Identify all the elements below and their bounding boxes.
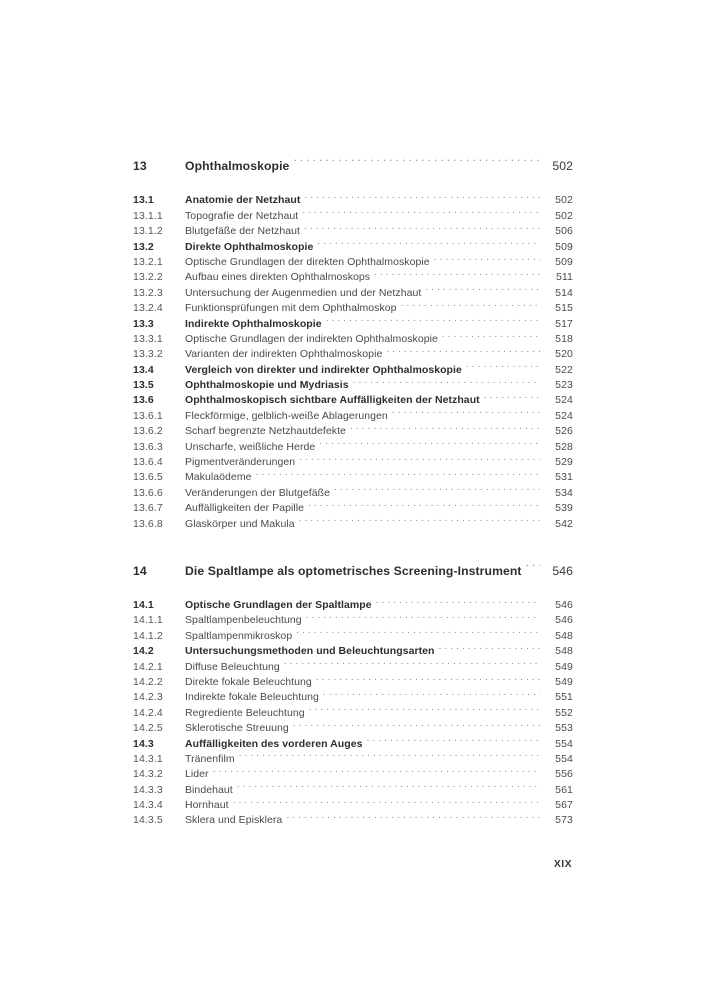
entry-14.2.2-number: 14.2.2	[133, 675, 163, 688]
entry-14.3-title: Auffälligkeiten des vorderen Auges	[185, 737, 363, 750]
entry-14.3.5-title: Sklera und Episklera	[185, 814, 283, 827]
entry-14.2-title: Untersuchungsmethoden und Beleuchtungsarten	[185, 645, 435, 658]
dot-leader	[442, 327, 540, 342]
entry-13.3.1-number: 13.3.1	[133, 332, 163, 345]
entry-13.6.7-title: Auffälligkeiten der Papille	[185, 502, 305, 515]
entry-14.3.1-page-number: 554	[555, 752, 573, 765]
entry-13.6.5-number: 13.6.5	[133, 471, 163, 484]
entry-13.2.4-number: 13.2.4	[133, 302, 163, 315]
entry-13.4-title: Vergleich von direkter und indirekter Ophthalmoskopie	[185, 363, 462, 376]
entry-13.2-title: Direkte Ophthalmoskopie	[185, 240, 314, 253]
dot-leader	[239, 747, 540, 762]
entry-14.1-page-number: 546	[555, 598, 573, 611]
page-folio: XIX	[553, 858, 572, 870]
dot-leader	[374, 265, 540, 280]
entry-13.3.2-title: Varianten der indirekten Ophthalmoskopie	[185, 348, 383, 361]
entry-14.3.3-title: Bindehaut	[185, 783, 233, 796]
dot-leader	[401, 296, 540, 311]
entry-13.6-number: 13.6	[133, 394, 154, 407]
chapter-14-number: 14	[133, 563, 147, 578]
dot-leader	[334, 480, 540, 495]
dot-leader	[304, 188, 540, 203]
dot-leader	[233, 793, 540, 808]
entry-13.2.3-title: Untersuchung der Augenmedien und der Netzhaut	[185, 286, 422, 299]
chapter-13-row[interactable]	[133, 150, 573, 173]
entry-13.1.1-title: Topografie der Netzhaut	[185, 209, 299, 222]
entry-13.1.1-number: 13.1.1	[133, 209, 163, 222]
entry-13.2-number: 13.2	[133, 240, 154, 253]
entry-14.2-page-number: 548	[555, 645, 573, 658]
entry-14.3.1-title: Tränenfilm	[185, 752, 235, 765]
entry-14.1.2-number: 14.1.2	[133, 629, 163, 642]
entry-13.6.4-number: 13.6.4	[133, 456, 163, 469]
entry-13.6.3-number: 13.6.3	[133, 440, 163, 453]
dot-leader	[319, 434, 540, 449]
chapter-14-title: Die Spaltlampe als optometrisches Screening-Instrument	[185, 563, 522, 578]
entry-14.2-number: 14.2	[133, 645, 154, 658]
dot-leader	[306, 608, 540, 623]
entry-13.6.3-title: Unscharfe, weißliche Herde	[185, 440, 316, 453]
entry-14.2.5-title: Sklerotische Streuung	[185, 722, 289, 735]
entry-13.2.3-page-number: 514	[555, 286, 573, 299]
entry-13.6.6-page-number: 534	[555, 486, 573, 499]
chapter-14-page-number: 546	[552, 563, 573, 578]
entry-14.2.4-number: 14.2.4	[133, 706, 163, 719]
entry-14.2.5-number: 14.2.5	[133, 722, 163, 735]
entry-13.1-row[interactable]	[133, 188, 573, 207]
entry-13.3-title: Indirekte Ophthalmoskopie	[185, 317, 322, 330]
entry-14.1.2-title: Spaltlampenmikroskop	[185, 629, 293, 642]
entry-13.6.5-title: Makulaödeme	[185, 471, 252, 484]
entry-13.6-title: Ophthalmoskopisch sichtbare Auffälligkeiten der Netzhaut	[185, 394, 480, 407]
entry-13.3.1-title: Optische Grundlagen der indirekten Ophthalmoskopie	[185, 332, 438, 345]
entry-13.5-page-number: 523	[555, 379, 573, 392]
entry-13.4-page-number: 522	[555, 363, 573, 376]
dot-leader	[293, 150, 540, 170]
entry-13.6.4-page-number: 529	[555, 456, 573, 469]
dot-leader	[350, 419, 540, 434]
entry-14.3.2-page-number: 556	[555, 768, 573, 781]
entry-14.3-page-number: 554	[555, 737, 573, 750]
entry-14.2.1-number: 14.2.1	[133, 660, 163, 673]
entry-14.2.3-number: 14.2.3	[133, 691, 163, 704]
entry-14.2.2-page-number: 549	[555, 675, 573, 688]
entry-13.2.1-page-number: 509	[555, 255, 573, 268]
entry-13.5-title: Ophthalmoskopie und Mydriasis	[185, 379, 349, 392]
entry-13.6.8-title: Glaskörper und Makula	[185, 517, 295, 530]
dot-leader	[284, 654, 540, 669]
entry-13.6.2-page-number: 526	[555, 425, 573, 438]
entry-13.3.2-number: 13.3.2	[133, 348, 163, 361]
entry-13.1.2-title: Blutgefäße der Netzhaut	[185, 225, 300, 238]
entry-13.2.4-title: Funktionsprüfungen mit dem Ophthalmoskop	[185, 302, 397, 315]
dot-leader	[386, 342, 540, 357]
chapter-13-page-number: 502	[552, 159, 573, 173]
entry-13.6.5-page-number: 531	[555, 471, 573, 484]
dot-leader	[304, 219, 540, 234]
entry-13.2.3-number: 13.2.3	[133, 286, 163, 299]
dot-leader	[353, 373, 540, 388]
entry-13.6.4-title: Pigmentveränderungen	[185, 456, 296, 469]
entry-13.1.2-number: 13.1.2	[133, 225, 163, 238]
entry-13.5-number: 13.5	[133, 379, 154, 392]
entry-13.1-title: Anatomie der Netzhaut	[185, 194, 301, 207]
dot-leader	[299, 511, 540, 526]
chapter-13-number: 13	[133, 159, 147, 173]
dot-leader	[299, 450, 540, 465]
entry-13.6.7-number: 13.6.7	[133, 502, 163, 515]
entry-14.1-title: Optische Grundlagen der Spaltlampe	[185, 598, 372, 611]
entry-13.4-number: 13.4	[133, 363, 154, 376]
dot-leader	[256, 465, 540, 480]
entry-14.2.4-page-number: 552	[555, 706, 573, 719]
entry-13.2.1-title: Optische Grundlagen der direkten Ophthalmoskopie	[185, 255, 430, 268]
chapter-13-title: Ophthalmoskopie	[185, 159, 290, 173]
entry-14.3.4-number: 14.3.4	[133, 799, 163, 812]
entry-14.2.2-title: Direkte fokale Beleuchtung	[185, 675, 312, 688]
entry-13.6.8-page-number: 542	[555, 517, 573, 530]
entry-13.6.2-number: 13.6.2	[133, 425, 163, 438]
entry-13.2.4-page-number: 515	[555, 302, 573, 315]
dot-leader	[293, 716, 540, 731]
dot-leader	[439, 639, 541, 654]
dot-leader	[316, 670, 540, 685]
entry-13.6.3-page-number: 528	[555, 440, 573, 453]
table-of-contents	[133, 150, 573, 827]
dot-leader	[367, 731, 540, 746]
entry-14.2.3-page-number: 551	[555, 691, 573, 704]
dot-leader	[466, 357, 540, 372]
entry-14.2.3-title: Indirekte fokale Beleuchtung	[185, 691, 319, 704]
dot-leader	[326, 311, 540, 326]
dot-leader	[309, 700, 540, 715]
dot-leader	[323, 685, 540, 700]
entry-14.1.1-title: Spaltlampenbeleuchtung	[185, 614, 302, 627]
entry-13.6.2-title: Scharf begrenzte Netzhautdefekte	[185, 425, 346, 438]
entry-14.3-number: 14.3	[133, 737, 154, 750]
entry-14.3.4-page-number: 567	[555, 799, 573, 812]
entry-13.2.2-page-number: 511	[555, 271, 573, 284]
entry-13.6-page-number: 524	[555, 394, 573, 407]
entry-13.6.1-number: 13.6.1	[133, 409, 163, 422]
entry-14.2.5-page-number: 553	[555, 722, 573, 735]
dot-leader	[213, 762, 540, 777]
dot-leader	[308, 496, 540, 511]
entry-13.1-number: 13.1	[133, 194, 154, 207]
dot-leader	[434, 250, 540, 265]
dot-leader	[317, 234, 540, 249]
entry-13.1.1-page-number: 502	[555, 209, 573, 222]
entry-14.1.1-page-number: 546	[555, 614, 573, 627]
entry-13.2.2-number: 13.2.2	[133, 271, 163, 284]
dot-leader	[302, 203, 540, 218]
entry-14.1-row[interactable]	[133, 593, 573, 611]
entry-13.6.8-number: 13.6.8	[133, 517, 163, 530]
chapter-14-row[interactable]	[133, 555, 573, 578]
entry-14.3.5-number: 14.3.5	[133, 814, 163, 827]
entry-14.3.5-page-number: 573	[555, 814, 573, 827]
entry-13.3-page-number: 517	[555, 317, 573, 330]
dot-leader	[286, 808, 540, 823]
entry-13.2.2-title: Aufbau eines direkten Ophthalmoskops	[185, 271, 371, 284]
entry-13.2.1-number: 13.2.1	[133, 255, 163, 268]
entry-13.1.2-page-number: 506	[555, 225, 573, 238]
entry-14.3.2-number: 14.3.2	[133, 768, 163, 781]
dot-leader	[392, 403, 540, 418]
dot-leader	[237, 777, 540, 792]
entry-13.6.7-page-number: 539	[555, 502, 573, 515]
dot-leader	[526, 555, 540, 575]
entry-13.3-number: 13.3	[133, 317, 154, 330]
entry-14.3.1-number: 14.3.1	[133, 752, 163, 765]
dot-leader	[484, 388, 540, 403]
entry-13.3.2-page-number: 520	[555, 348, 573, 361]
entry-13.6.1-title: Fleckförmige, gelblich-weiße Ablagerungen	[185, 409, 388, 422]
entry-14.1.2-page-number: 548	[555, 629, 573, 642]
entry-14.1.1-number: 14.1.1	[133, 614, 163, 627]
entry-14.3.2-title: Lider	[185, 768, 209, 781]
entry-13.3.1-page-number: 518	[555, 332, 573, 345]
dot-leader	[296, 623, 540, 638]
entry-13.1-page-number: 502	[555, 194, 573, 207]
dot-leader	[425, 280, 540, 295]
entry-13.6.6-number: 13.6.6	[133, 486, 163, 499]
entry-14.2.1-title: Diffuse Beleuchtung	[185, 660, 280, 673]
entry-13.6.1-page-number: 524	[555, 409, 573, 422]
entry-14.2.4-title: Regrediente Beleuchtung	[185, 706, 305, 719]
dot-leader	[376, 593, 540, 608]
entry-14.3.4-title: Hornhaut	[185, 799, 229, 812]
entry-14.3.3-page-number: 561	[555, 783, 573, 796]
entry-14.2.1-page-number: 549	[555, 660, 573, 673]
entry-14.1-number: 14.1	[133, 598, 154, 611]
entry-13.6.6-title: Veränderungen der Blutgefäße	[185, 486, 331, 499]
entry-13.2-page-number: 509	[555, 240, 573, 253]
entry-14.3.3-number: 14.3.3	[133, 783, 163, 796]
